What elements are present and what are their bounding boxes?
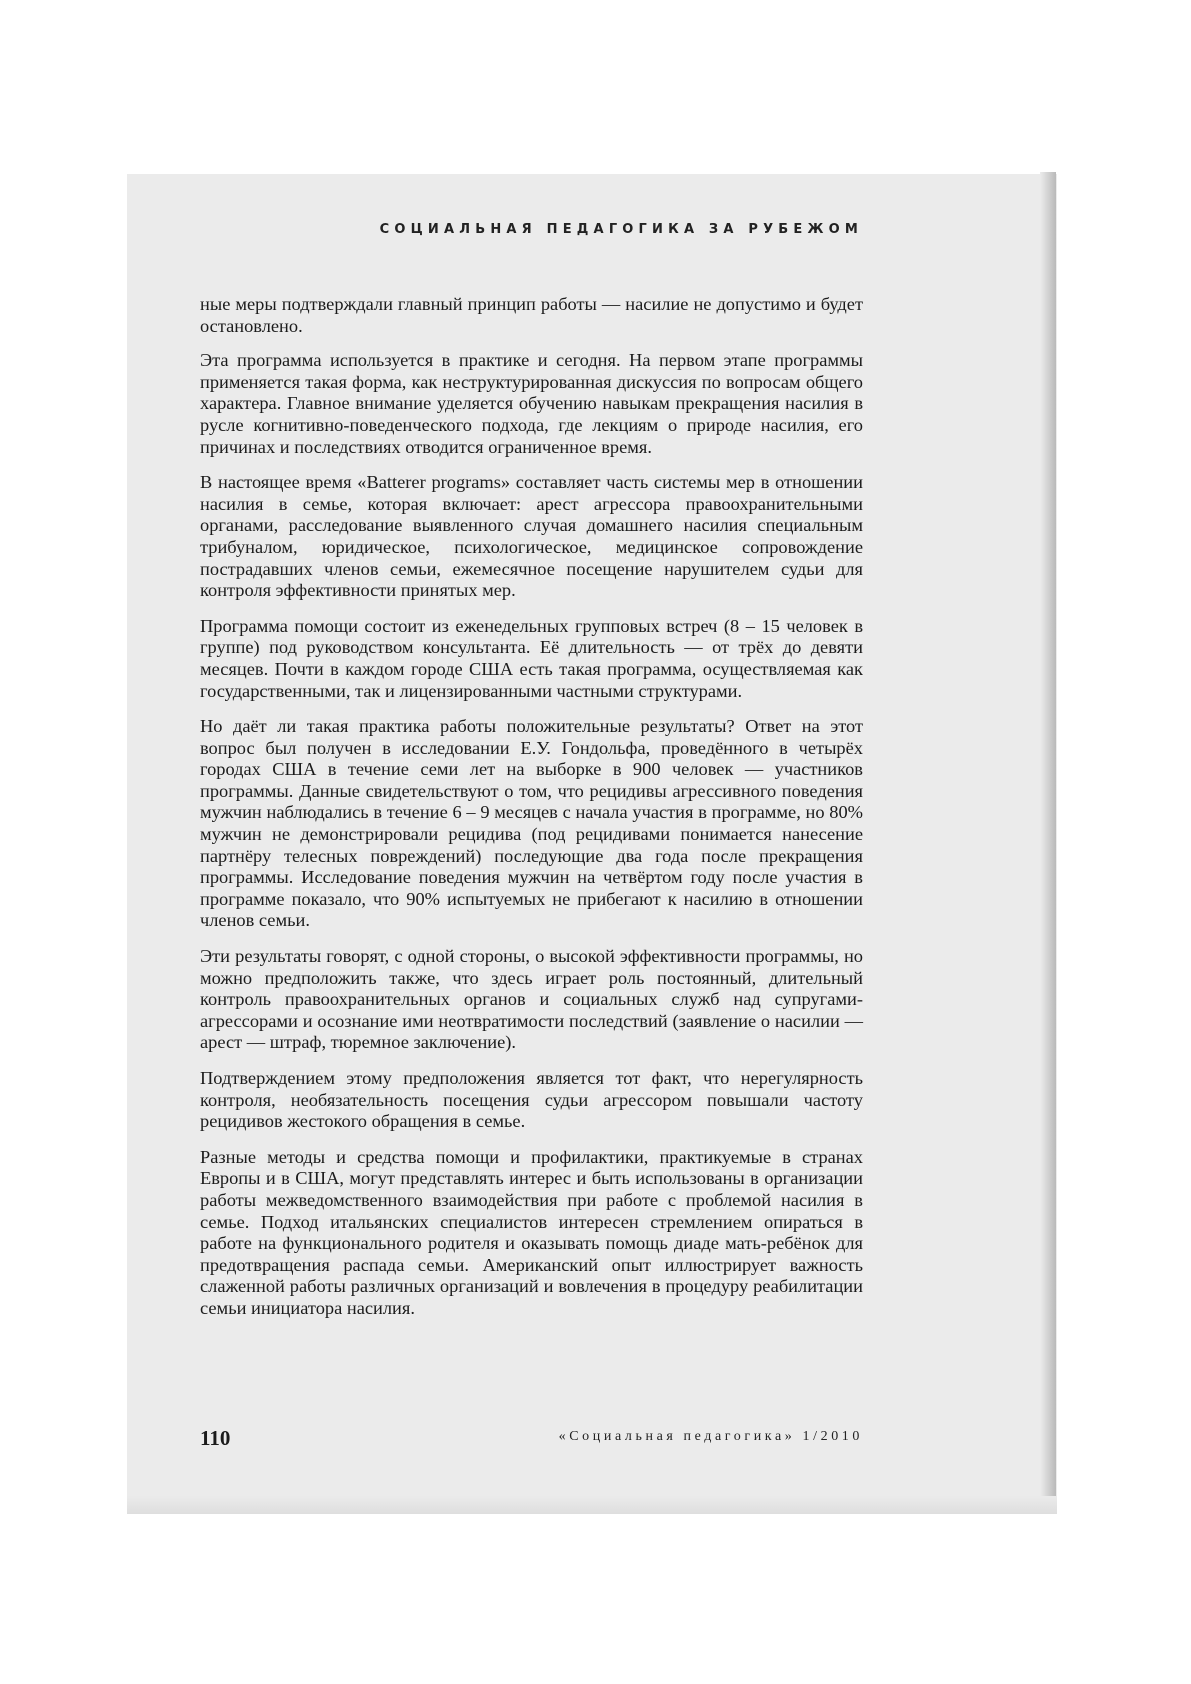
page-bottom-shadow [127, 1496, 1057, 1514]
paragraph-3: В настоящее время «Batterer programs» составляет часть системы мер в отношении насилия в семье, которая включает: арест агрессора правоохранительными органами, расследование выявленного случая домашнего насилия специальным трибуналом, юридическое, психологическое, медицинское сопровождение пострадавших членов семьи, ежемесячное посещение нарушителем судьи для контроля эффективности принятых мер. [200, 472, 863, 601]
paragraph-6: Эти результаты говорят, с одной стороны, о высокой эффективности программы, но можно предположить также, что здесь играет роль постоянный, длительный контроль правоохранительных органов и социальных служб над супругами-агрессорами и осознание ими неотвратимости последствий (заявление о насилии — арест — штраф, тюремное заключение). [200, 946, 863, 1053]
paragraph-2: Эта программа используется в практике и сегодня. На первом этапе программы применяется такая форма, как неструктурированная дискуссия по вопросам общего характера. Главное внимание уделяется обучению навыкам прекращения насилия в русле когнитивно-поведенческого подхода, где лекциям о природе насилия, его причинах и последствиях отводится ограниченное время. [200, 350, 863, 457]
paragraph-7: Подтверждением этому предположения является тот факт, что нерегулярность контроля, необязательность посещения судьи агрессором повышали частоту рецидивов жестокого обращения в семье. [200, 1068, 863, 1132]
running-header: СОЦИАЛЬНАЯ ПЕДАГОГИКА ЗА РУБЕЖОМ [379, 222, 863, 237]
paragraph-8: Разные методы и средства помощи и профилактики, практикуемые в странах Европы и в США, могут представлять интерес и быть использованы в организации работы межведомственного взаимодействия при работе с проблемой насилия в семье. Подход итальянских специалистов интересен стремлением опираться в работе на функционального родителя и оказывать помощь диаде мать-ребёнок для предотвращения распада семьи. Американский опыт иллюстрирует важность слаженной работы различных организаций и вовлечения в процедуру реабилитации семьи инициатора насилия. [200, 1146, 863, 1318]
paragraph-4: Программа помощи состоит из еженедельных групповых встреч (8 – 15 человек в группе) под руководством консультанта. Её длительность — от трёх до девяти месяцев. Почти в каждом городе США есть такая программа, осуществляемая как государственными, так и лицензированными частными структурами. [200, 615, 863, 701]
journal-issue: «Социальная педагогика» 1/2010 [558, 1429, 863, 1444]
paragraph-5: Но даёт ли такая практика работы положительные результаты? Ответ на этот вопрос был получен в исследовании Е.У. Гондольфа, проведённого в четырёх городах США в течение семи лет на выборке в 900 человек — участников программы. Данные свидетельствуют о том, что рецидивы агрессивного поведения мужчин наблюдались в течение 6 – 9 месяцев с начала участия в программе, но 80% мужчин не демонстрировали рецидива (под рецидивами понимается нанесение партнёру телесных повреждений) последующие два года после прекращения программы. Исследование поведения мужчин на четвёртом году после участия в программе показало, что 90% испытуемых не прибегают к насилию в отношении членов семьи. [200, 716, 863, 931]
page-edge-shadow [1040, 172, 1056, 1508]
page-number: 110 [200, 1426, 231, 1450]
page-footer [200, 1426, 863, 1450]
article-body [200, 294, 863, 1334]
paragraph-1: ные меры подтверждали главный принцип работы — насилие не допустимо и будет остановлено. [200, 294, 863, 336]
